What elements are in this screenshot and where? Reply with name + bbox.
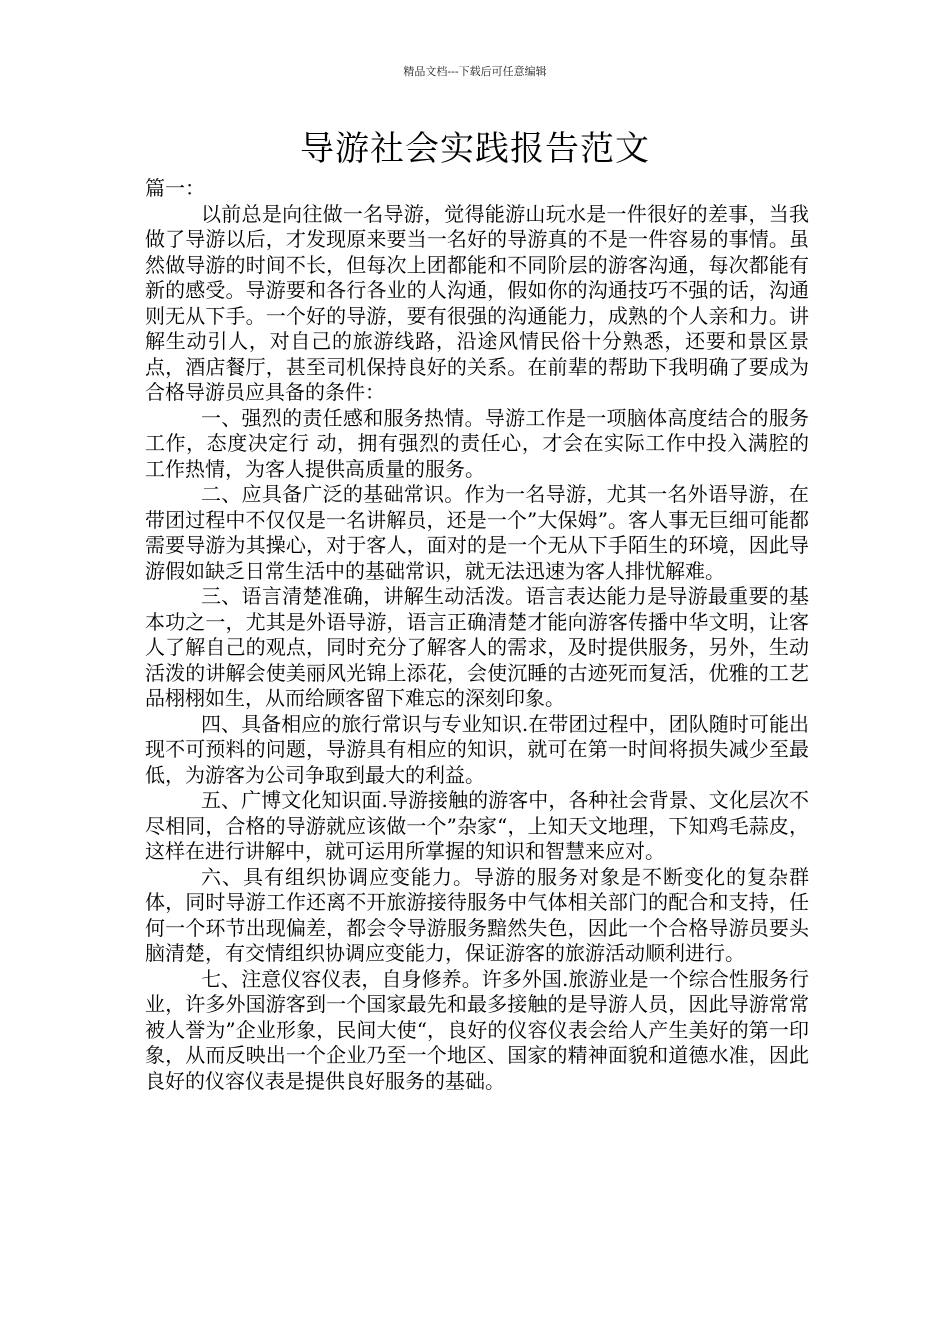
paragraph-point-2: 二、应具备广泛的基础常识。作为一名导游，尤其一名外语导游，在带团过程中不仅仅是一名讲解员，还是一个”大保姆”。客人事无巨细可能都需要导游为其操心，对于客人，面对的是一个无从下手陌生的环境，因此导游假如缺乏日常生活中的基础常识，就无法迅速为客人排忧解难。 bbox=[145, 482, 809, 583]
paragraph-point-3: 三、语言清楚准确，讲解生动活泼。语言表达能力是导游最重要的基本功之一，尤其是外语导游，语言正确清楚才能向游客传播中华文明，让客人了解自己的观点，同时充分了解客人的需求，及时提供服务，另外，生动活泼的讲解会使美丽风光锦上添花，会使沉睡的古迹死而复活，优雅的工艺品栩栩如生，从而给顾客留下难忘的深刻印象。 bbox=[145, 584, 809, 710]
paragraph-point-4: 四、具备相应的旅行常识与专业知识.在带团过程中，团队随时可能出现不可预料的问题，导游具有相应的知识，就可在第一时间将损失减少至最低，为游客为公司争取到最大的利益。 bbox=[145, 711, 809, 787]
document-body bbox=[145, 176, 809, 1094]
paragraph-point-1: 一、强烈的责任感和服务热情。导游工作是一项脑体高度结合的服务工作，态度决定行 动，拥有强烈的责任心，才会在实际工作中投入满腔的工作热情，为客人提供高质量的服务。 bbox=[145, 405, 809, 481]
paragraph-point-7: 七、注意仪容仪表，自身修养。许多外国.旅游业是一个综合性服务行业，许多外国游客到一个国家最先和最多接触的是导游人员，因此导游常常被人誉为”企业形象，民间大使“，良好的仪容仪表会给人产生美好的第一印象，从而反映出一个企业乃至一个地区、国家的精神面貌和道德水准，因此良好的仪容仪表是提供良好服务的基础。 bbox=[145, 966, 809, 1093]
section-label: 篇一： bbox=[145, 176, 205, 200]
paragraph-point-5: 五、广博文化知识面.导游接触的游客中，各种社会背景、文化层次不尽相同，合格的导游就应该做一个”杂家“，上知天文地理，下知鸡毛蒜皮，这样在进行讲解中，就可运用所掌握的知识和智慧来应对。 bbox=[145, 788, 809, 863]
paragraph-intro: 以前总是向往做一名导游，觉得能游山玩水是一件很好的差事，当我做了导游以后，才发现原来要当一名好的导游真的不是一件容易的事情。虽然做导游的时间不长，但每次上团都能和不同阶层的游客沟通，每次都能有新的感受。导游要和各行各业的人沟通，假如你的沟通技巧不强的话，沟通则无从下手。一个好的导游，要有很强的沟通能力，成熟的个人亲和力。讲解生动引人，对自己的旅游线路，沿途风情民俗十分熟悉，还要和景区景点，酒店餐厅，甚至司机保持良好的关系。在前辈的帮助下我明确了要成为合格导游员应具备的条件： bbox=[145, 201, 809, 404]
page-header-note: 精品文档---下载后可任意编辑 bbox=[403, 65, 547, 78]
paragraph-point-6: 六、具有组织协调应变能力。导游的服务对象是不断变化的复杂群体，同时导游工作还离不开旅游接待服务中气体相关部门的配合和支持，任何一个环节出现偏差，都会令导游服务黯然失色，因此一个合格导游员要头脑清楚，有交情组织协调应变能力，保证游客的旅游活动顺利进行。 bbox=[145, 864, 809, 965]
document-title: 导游社会实践报告范文 bbox=[300, 129, 650, 169]
